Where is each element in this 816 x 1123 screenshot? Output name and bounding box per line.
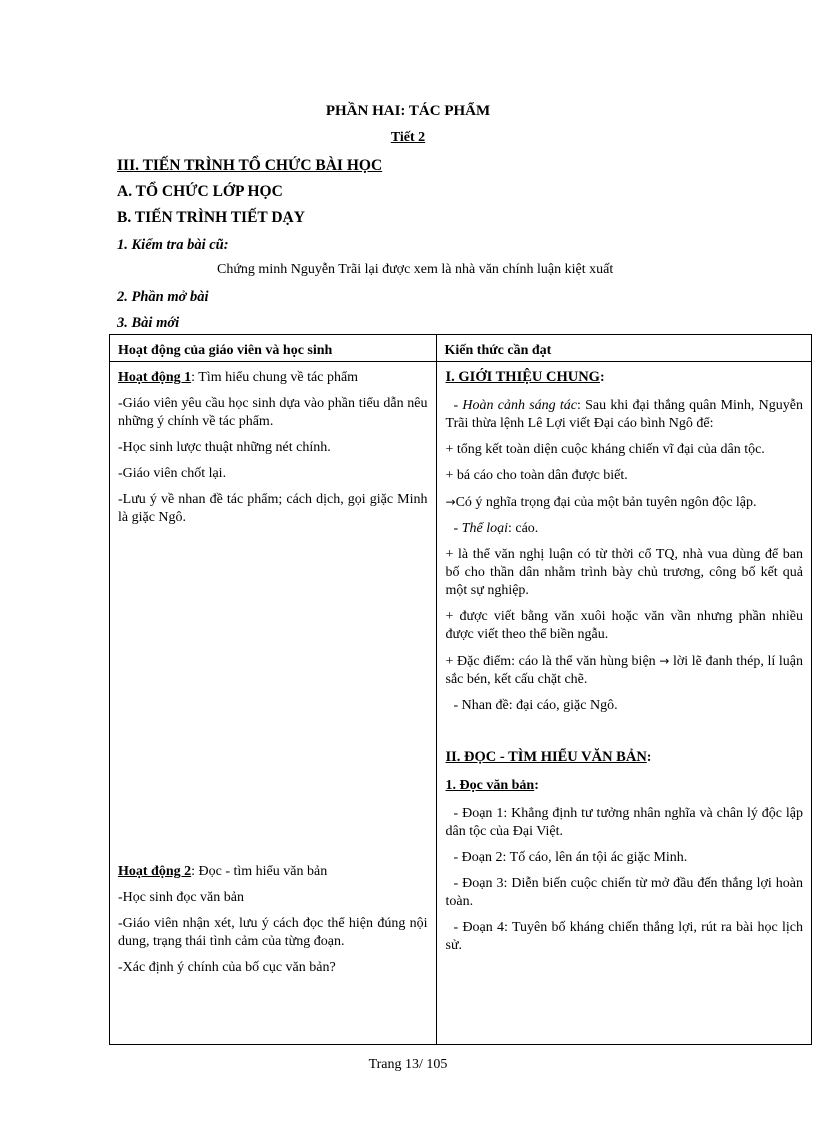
- activity-1-item: -Học sinh lược thuật những nét chính.: [118, 440, 331, 455]
- column-header-knowledge: Kiến thức cần đạt: [444, 343, 552, 358]
- activity-1-line: [118, 369, 428, 387]
- section-1-heading: I. GIỚI THIỆU CHUNG:: [445, 369, 605, 385]
- section-heading-iii: III. TIẾN TRÌNH TỔ CHỨC BÀI HỌC: [117, 157, 383, 174]
- paragraph-summary: - Đoạn 1: Khẳng định tư tưởng nhân nghĩa và chân lý độc lập dân tộc của Đại Việt.: [445, 806, 803, 839]
- subsection-heading-1: 1. Kiểm tra bài cũ:: [117, 237, 229, 253]
- context-text: : Sau khi đại thắng quân Minh, Nguyễn Trãi thừa lệnh Lê Lợi viết Đại cáo bình Ngô để:: [445, 398, 803, 431]
- section-2-title: II. ĐỌC - TÌM HIỂU VĂN BẢN: [445, 749, 647, 765]
- table-body-row: [110, 362, 812, 1045]
- purpose-item: + bá cáo cho toàn dân được biết.: [445, 468, 628, 483]
- activity-1-item: -Giáo viên yêu cầu học sinh dựa vào phần tiểu dẫn nêu những ý chính về tác phẩm.: [118, 396, 428, 429]
- activity-2-text: : Đọc - tìm hiểu văn bản: [191, 864, 328, 879]
- genre-item: + là thể văn nghị luận có từ thời cổ TQ, nhà vua dùng để ban bố cho thần dân nhằm trình bày chủ trương, công bố kết quả một sự nghiệp.: [445, 547, 803, 598]
- activity-2-label: Hoạt động 2: [118, 864, 192, 879]
- context-paragraph: - Hoàn cảnh sáng tác: Sau khi đại thắng quân Minh, Nguyễn Trãi thừa lệnh Lê Lợi viết Đại cáo bình Ngô để:: [445, 398, 803, 431]
- arrow-right-icon: →: [445, 495, 456, 509]
- paragraph-summary: - Đoạn 4: Tuyên bố kháng chiến thắng lợi, rút ra bài học lịch sử.: [445, 920, 803, 953]
- table-header-row: [110, 335, 812, 362]
- activity-1-label: Hoạt động 1: [118, 370, 192, 385]
- context-label: Hoàn cảnh sáng tác: [462, 398, 577, 413]
- genre-line: - Thể loại: cáo.: [453, 521, 539, 536]
- activity-1-text: : Tìm hiểu chung về tác phẩm: [191, 370, 359, 385]
- significance-line: [446, 493, 803, 512]
- subsection-heading-2: 2. Phần mở bài: [117, 289, 209, 305]
- purpose-item: + tổng kết toàn diện cuộc kháng chiến vĩ đại của dân tộc.: [445, 442, 765, 457]
- section-1-title: I. GIỚI THIỆU CHUNG: [445, 369, 600, 385]
- paragraph-summary: - Đoạn 3: Diễn biến cuộc chiến từ mở đầu đến thắng lợi hoàn toàn.: [445, 876, 803, 909]
- knowledge-cell: [437, 368, 811, 1043]
- activity-2-item: -Giáo viên nhận xét, lưu ý cách đọc thể hiện đúng nội dung, trạng thái tình cảm của từng đoạn.: [118, 916, 428, 949]
- activity-2-block: [118, 863, 428, 977]
- activity-2-item: -Học sinh đọc văn bản: [118, 890, 244, 905]
- arrow-right-icon: →: [659, 654, 670, 668]
- section-heading-b: B. TIẾN TRÌNH TIẾT DẠY: [117, 209, 305, 226]
- review-question: Chứng minh Nguyễn Trãi lại được xem là nhà văn chính luận kiệt xuất: [217, 262, 614, 277]
- lesson-table: [109, 334, 812, 1045]
- activity-2-item: -Xác định ý chính của bố cục văn bản?: [118, 960, 336, 975]
- genre-label: Thể loại: [461, 521, 508, 536]
- activity-2-line: [118, 863, 428, 881]
- lesson-subtitle: Tiết 2: [390, 130, 426, 145]
- paragraph-summary: - Đoạn 2: Tố cáo, lên án tội ác giặc Minh.: [453, 850, 688, 865]
- page-number: Trang 13/ 105: [368, 1057, 448, 1072]
- title-note: - Nhan đề: đại cáo, giặc Ngô.: [453, 698, 618, 713]
- subsection-1-title: 1. Đọc văn bản: [445, 778, 535, 793]
- activity-1-item: -Giáo viên chốt lại.: [118, 466, 227, 481]
- section-heading-a: A. TỔ CHỨC LỚP HỌC: [117, 183, 283, 200]
- document-title: PHẦN HAI: TÁC PHẨM: [325, 103, 491, 119]
- genre-feature-line: + Đặc điểm: cáo là thể văn hùng biện → lời lẽ đanh thép, lí luận sắc bén, kết cấu chặt chẽ.: [445, 654, 803, 687]
- genre-text: : cáo.: [507, 521, 539, 536]
- subsection-heading-3: 3. Bài mới: [117, 315, 180, 331]
- significance-text: Có ý nghĩa trọng đại của một bản tuyên ngôn độc lập.: [455, 495, 757, 510]
- genre-item: + được viết bằng văn xuôi hoặc văn vần nhưng phần nhiều được viết theo thể biền ngẫu.: [445, 609, 803, 642]
- section-2-heading: II. ĐỌC - TÌM HIỂU VĂN BẢN:: [445, 749, 652, 765]
- subsection-1-heading: 1. Đọc văn bản:: [445, 778, 539, 793]
- column-header-activities: Hoạt động của giáo viên và học sinh: [118, 343, 333, 358]
- activities-cell: [110, 369, 436, 1044]
- activity-1-item: -Lưu ý về nhan đề tác phẩm; cách dịch, gọi giặc Minh là giặc Ngô.: [118, 492, 428, 525]
